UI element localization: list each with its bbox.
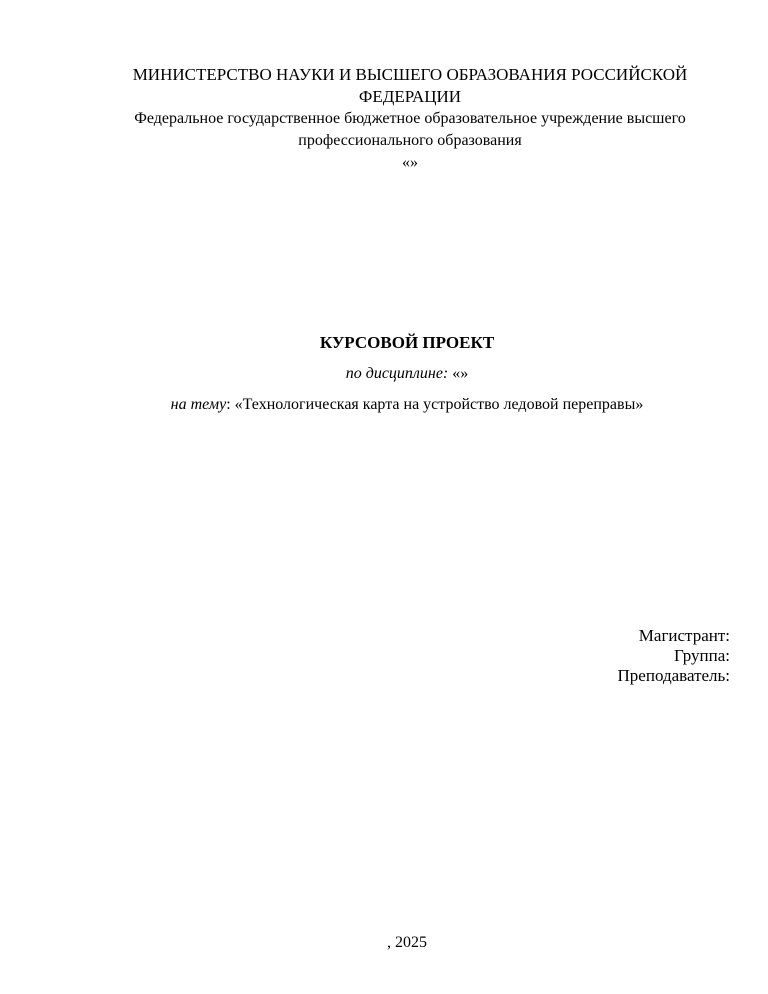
ministry-line-2: ФЕДЕРАЦИИ [358,87,462,106]
signature-block [618,626,730,686]
ministry-line-1: МИНИСТЕРСТВО НАУКИ И ВЫСШЕГО ОБРАЗОВАНИЯ РОССИЙСКОЙ [132,65,688,84]
group-label: Группа: [674,646,730,665]
document-type-title: КУРСОВОЙ ПРОЕКТ [319,333,495,352]
discipline-line [80,363,734,385]
topic-value: : «Технологическая карта на устройство ледовой переправы» [226,396,644,413]
student-label: Магистрант: [638,626,730,645]
title-block [80,332,734,416]
institution-name: «» [402,154,418,171]
discipline-value: «» [448,365,469,382]
topic-line [80,394,734,416]
discipline-label: по дисциплине: [345,365,449,382]
teacher-label: Преподаватель: [617,666,730,685]
institution-line-1: Федеральное государственное бюджетное образовательное учреждение высшего [134,110,686,127]
topic-label: на тему [170,396,227,413]
city-year-footer: , 2025 [387,934,427,951]
title-page-header [80,64,740,174]
institution-line-2: профессионального образования [298,132,522,149]
